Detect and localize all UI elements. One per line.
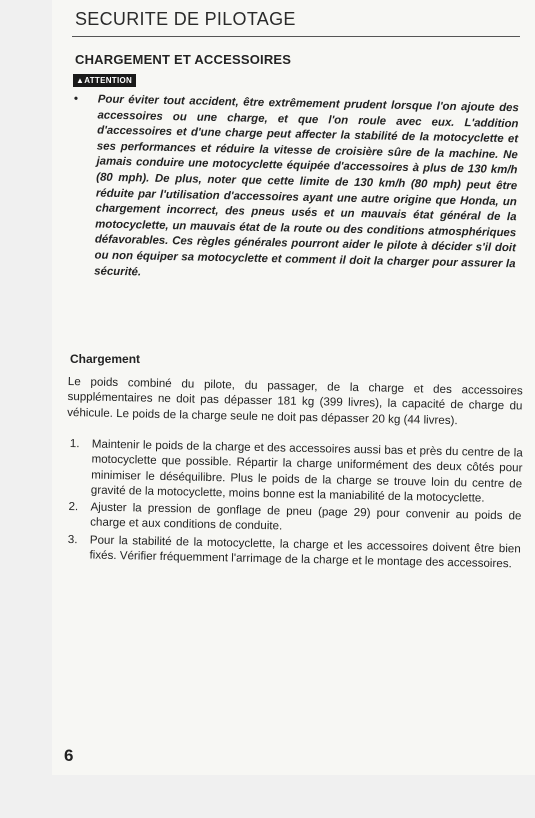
warning-bullet: • [73, 92, 78, 106]
list-item [67, 436, 523, 507]
section-title: CHARGEMENT ET ACCESSOIRES [75, 52, 292, 67]
list-item-text: Maintenir le poids de la charge et des accessoires aussi bas et près du centre de la motocyclette que possible. Répartir la charge uniformément des deux côtés pour minimiser le déséquilibre. Plus le poids de la charge se trouve loin du centre de gravité de la motocyclette, moins bonne est la maniabilité de la motocyclette. [90, 437, 523, 505]
list-item-number: 2. [68, 500, 79, 514]
attention-label: ATTENTION [84, 76, 133, 85]
manual-page [52, 0, 535, 775]
header-divider [72, 36, 520, 37]
page-number: 6 [64, 746, 74, 765]
warning-triangle-icon: ▲ [76, 76, 85, 85]
warning-paragraph [70, 92, 519, 288]
warning-text: Pour éviter tout accident, être extrêmement prudent lorsque l'on ajoute des accessoires ou une charge, et que l'on roule avec eux. L'addition d'accessoires et d'une charge peut affecter la stabilité de la motocyclette et ses performances et réduire la vitesse de croisière sûre de la machine. Ne jamais conduire une motocyclette équipée d'accessoires à plus de 130 km/h (80 mph). De plus, noter que cette limite de 130 km/h (80 mph) peut être réduite par l'utilisation d'accessoires ayant une autre origine que Honda, un chargement incorrect, des pneus usés et un mauvais état général de la motocyclette, un mauvais état de la route ou des conditions atmosphériques défavorables. Ces règles générales pourront aider le pilote à décider s'il doit ou non équiper sa motocyclette et comment il doit la charger pour assurer la sécurité. [94, 93, 519, 278]
list-item-text: Ajuster la pression de gonflage de pneu (page 29) pour convenir au poids de charge et aux conditions de conduite. [90, 500, 522, 533]
chargement-list [65, 436, 523, 574]
list-item-text: Pour la stabilité de la motocyclette, la charge et les accessoires doivent être bien fixés. Vérifier fréquemment l'arrimage de la charge et le montage des accessoires. [89, 533, 521, 571]
page-header-title: SECURITE DE PILOTAGE [75, 9, 296, 29]
list-item-number: 3. [67, 532, 78, 547]
chargement-intro: Le poids combiné du pilote, du passager, de la charge et des accessoires supplémentaires ne doit pas dépasser 181 kg (399 livres), la capacité de charge du véhicule. Le poids de la charge seule ne doit pas dépasser 20 kg (44 livres). [67, 374, 523, 427]
attention-badge [73, 74, 136, 87]
list-item-number: 1. [69, 437, 80, 451]
chargement-title: Chargement [70, 352, 141, 366]
